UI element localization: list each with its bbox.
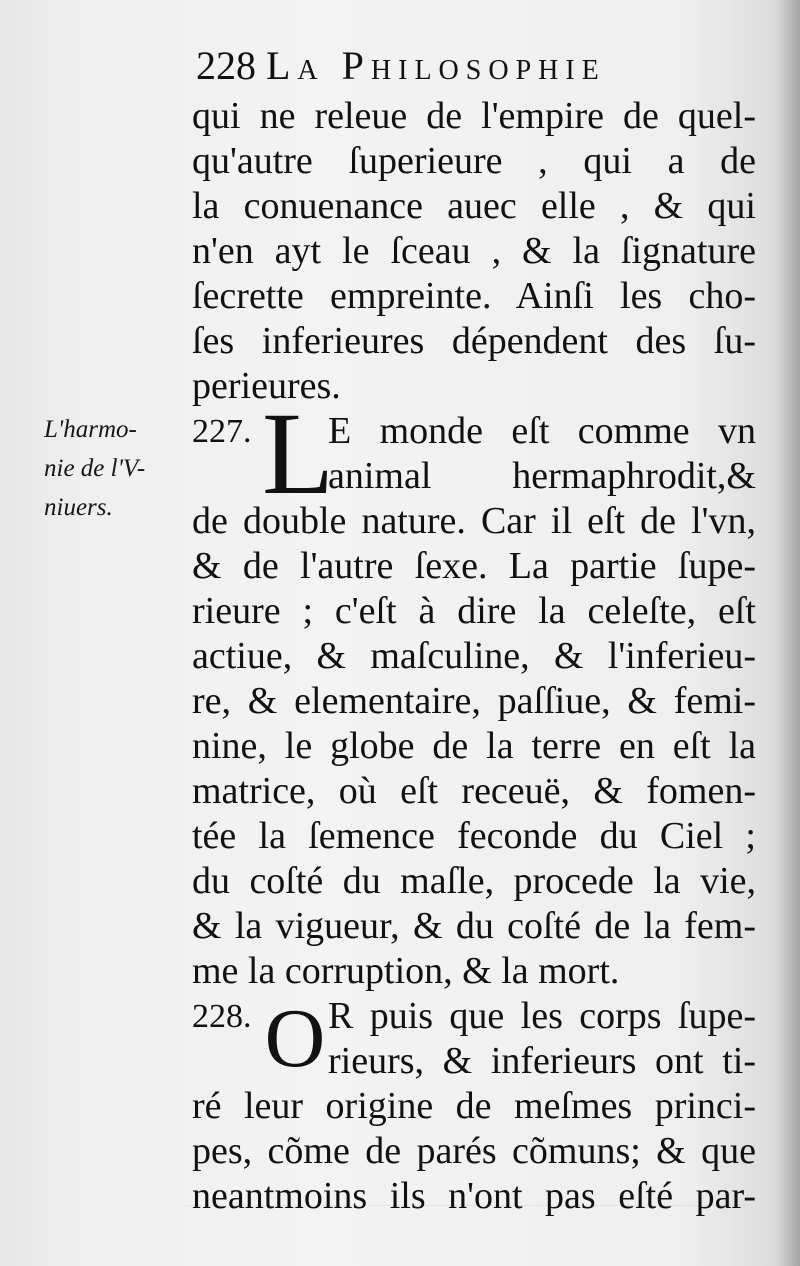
body-text bbox=[186, 94, 756, 1219]
margin-note bbox=[44, 410, 184, 527]
drop-cap-initial: L bbox=[262, 388, 335, 519]
text-line: de double nature. Car il eſt de l'vn, bbox=[192, 500, 756, 542]
drop-cap-lines bbox=[328, 994, 756, 1084]
margin-note-line: nie de l'V- bbox=[44, 455, 146, 482]
text-line: re, & elementaire, paſſiue, & femi- bbox=[192, 680, 756, 722]
margin-note-line: L'harmo- bbox=[44, 416, 137, 443]
text-line: & la vigueur, & du coſté de la fem- bbox=[192, 905, 756, 947]
page-bottom-rule bbox=[186, 1205, 746, 1206]
text-line: & de l'autre ſexe. La partie ſupe- bbox=[192, 545, 756, 587]
text-line: ſecrette empreinte. Ainſi les cho- bbox=[192, 275, 756, 317]
text-line: actiue, & maſculine, & l'inferieu- bbox=[192, 635, 756, 677]
text-line: perieures. bbox=[192, 365, 341, 407]
running-title: La Philosophie bbox=[266, 43, 606, 88]
text-line: nine, le globe de la terre en eſt la bbox=[192, 725, 756, 767]
text-line: matrice, où eſt receuë, & fomen- bbox=[192, 770, 756, 812]
text-line: qu'autre ſuperieure , qui a de bbox=[192, 140, 756, 182]
margin-note-line: niuers. bbox=[44, 494, 113, 521]
paragraph-227-opening bbox=[186, 388, 756, 519]
running-head bbox=[196, 38, 752, 94]
text-line: animal hermaphrodit,& bbox=[328, 455, 756, 497]
text-line: neantmoins ils n'ont pas eſté par- bbox=[192, 1175, 756, 1217]
text-line: tée la ſemence feconde du Ciel ; bbox=[192, 815, 756, 857]
page-number: 228 bbox=[196, 43, 256, 88]
page-edge-shadow bbox=[776, 0, 800, 1266]
paragraph-number: 228. bbox=[192, 998, 252, 1035]
text-line: pes, cõme de parés cõmuns; & que bbox=[192, 1130, 756, 1172]
text-line: R puis que les corps ſupe- bbox=[328, 995, 756, 1037]
text-line: rieure ; c'eſt à dire la celeſte, eſt bbox=[192, 590, 756, 632]
paragraph-number: 227. bbox=[192, 413, 252, 450]
text-line: rieurs, & inferieurs ont ti- bbox=[328, 1040, 756, 1082]
drop-cap-lines bbox=[328, 409, 756, 499]
text-line: ſes inferieures dépendent des ſu- bbox=[192, 320, 756, 362]
text-line: qui ne releue de l'empire de quel- bbox=[192, 95, 756, 137]
text-line: la conuenance auec elle , & qui bbox=[192, 185, 756, 227]
text-line: me la corruption, & la mort. bbox=[192, 950, 620, 992]
text-line: ré leur origine de meſmes princi- bbox=[192, 1085, 756, 1127]
text-line: du coſté du maſle, procede la vie, bbox=[192, 860, 756, 902]
text-line: E monde eſt comme vn bbox=[328, 410, 756, 452]
text-line: n'en ayt le ſceau , & la ſignature bbox=[192, 230, 756, 272]
paragraph-228-opening bbox=[186, 994, 756, 1084]
drop-cap-initial: O bbox=[264, 992, 326, 1085]
